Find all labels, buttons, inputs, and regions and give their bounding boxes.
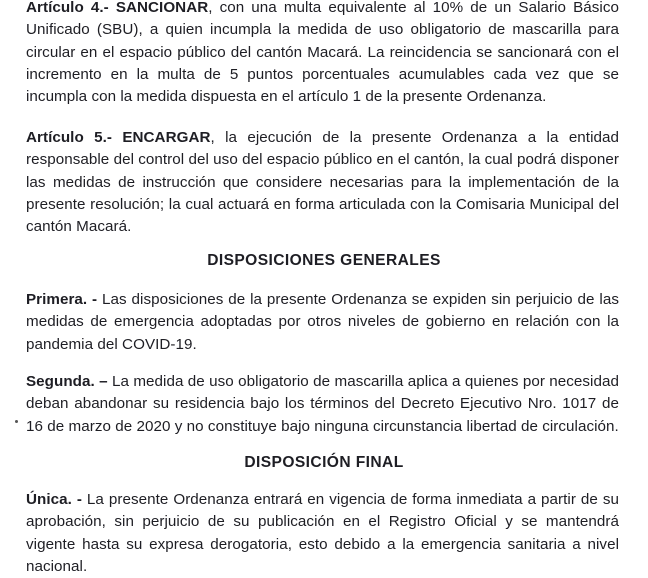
segunda-paragraph bbox=[26, 371, 619, 438]
disposiciones-generales-heading: DISPOSICIONES GENERALES bbox=[207, 252, 441, 269]
disposicion-final-heading: DISPOSICIÓN FINAL bbox=[244, 454, 404, 471]
articulo-4-keyword: SANCIONAR bbox=[115, 0, 209, 16]
unica-text: La presente Ordenanza entrará en vigencia de forma inmediata a partir de su aprobación, sin perjuicio de su publicación en el Registro Oficial y se mantendrá vigente hasta su expresa derogatoria, esto debido a la emergencia sanitaria a nivel nacional. bbox=[26, 491, 619, 575]
articulo-4-paragraph bbox=[26, 0, 619, 108]
articulo-5-paragraph bbox=[26, 127, 619, 238]
segunda-label: Segunda. – bbox=[26, 373, 108, 390]
primera-text: Las disposiciones de la presente Ordenanza se expiden sin perjuicio de las medidas de emergencia adoptadas por otros niveles de gobierno en relación con la pandemia del COVID-19. bbox=[26, 291, 619, 353]
unica-label: Única. - bbox=[26, 491, 82, 508]
articulo-5-label: Artículo 5.- bbox=[26, 129, 112, 146]
segunda-text: La medida de uso obligatorio de mascarilla aplica a quienes por necesidad deban abandonar su residencia bajo los términos del Decreto Ejecutivo Nro. 1017 de 16 de marzo de 2020 y no constituye bajo ninguna circunstancia libertad de circulación. bbox=[26, 373, 619, 435]
articulo-5-text: , la ejecución de la presente Ordenanza a la entidad responsable del control del uso del espacio público en el cantón, la cual podrá disponer las medidas de instrucción que considere necesarias para la implementación de la presente resolución; la cual actuará en forma articulada con la Comisaria Municipal del cantón Macará. bbox=[26, 129, 619, 236]
articulo-5-keyword: ENCARGAR bbox=[122, 129, 211, 146]
primera-label: Primera. - bbox=[26, 291, 98, 308]
unica-paragraph bbox=[26, 489, 619, 578]
articulo-4-text: , con una multa equivalente al 10% de un Salario Básico Unificado (SBU), a quien incumpla la medida de uso obligatorio de mascarilla para circular en el espacio público del cantón Macará. La reincidencia se sancionará con el incremento en la multa de 5 puntos porcentuales acumulables cada vez que se incumpla con la medida dispuesta en el artículo 1 de la presente Ordenanza. bbox=[26, 0, 619, 106]
articulo-4-label: Artículo 4.- bbox=[26, 0, 109, 16]
scan-speck bbox=[15, 420, 18, 423]
primera-paragraph bbox=[26, 289, 619, 356]
